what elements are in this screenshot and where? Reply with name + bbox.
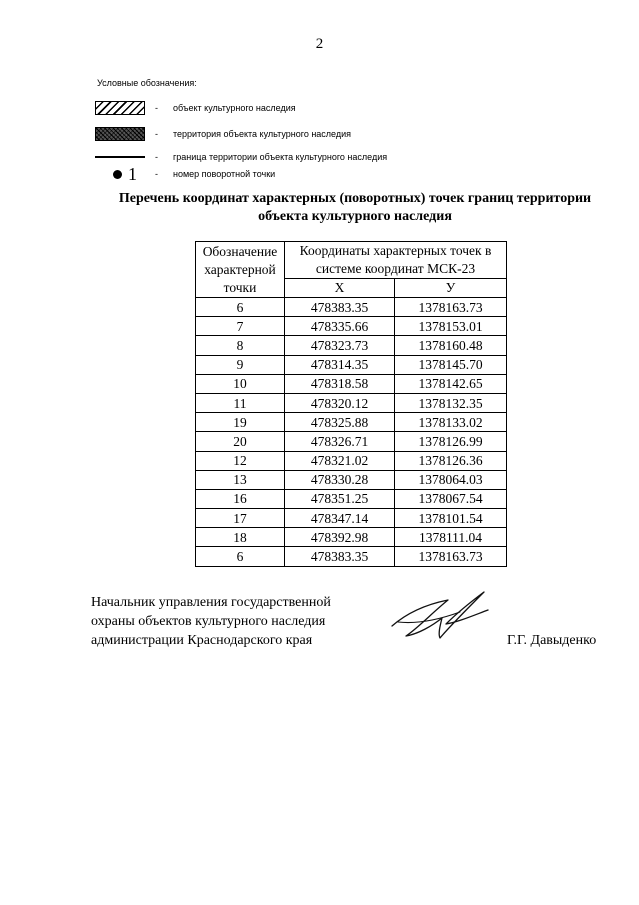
y-cell: 1378160.48 xyxy=(395,336,507,355)
x-cell: 478326.71 xyxy=(285,432,395,451)
table-row xyxy=(196,509,507,528)
legend-dash: - xyxy=(155,129,158,139)
x-cell: 478335.66 xyxy=(285,317,395,336)
header-x: X xyxy=(285,279,395,298)
point-cell: 8 xyxy=(196,336,285,355)
y-cell: 1378111.04 xyxy=(395,528,507,547)
x-cell: 478392.98 xyxy=(285,528,395,547)
x-cell: 478383.35 xyxy=(285,547,395,566)
legend-label: объект культурного наследия xyxy=(173,103,296,113)
point-cell: 16 xyxy=(196,489,285,508)
signatory-position xyxy=(91,593,331,650)
legend-dash: - xyxy=(155,169,158,179)
table-row xyxy=(196,547,507,566)
page-number: 2 xyxy=(315,36,324,52)
point-cell: 9 xyxy=(196,355,285,374)
legend-label: граница территории объекта культурного наследия xyxy=(173,152,388,162)
table-row xyxy=(196,355,507,374)
x-cell: 478321.02 xyxy=(285,451,395,470)
table-row xyxy=(196,451,507,470)
y-cell: 1378132.35 xyxy=(395,393,507,412)
legend-dash: - xyxy=(155,152,158,162)
x-cell: 478330.28 xyxy=(285,470,395,489)
y-cell: 1378101.54 xyxy=(395,509,507,528)
legend-item-heritage-territory xyxy=(95,127,515,143)
table-row xyxy=(196,317,507,336)
header-point-designation: Обозначение характерной точки xyxy=(196,242,285,298)
header-coordinates: Координаты характерных точек в системе координат МСК-23 xyxy=(285,242,507,279)
y-cell: 1378163.73 xyxy=(395,298,507,317)
point-cell: 11 xyxy=(196,393,285,412)
y-cell: 1378126.36 xyxy=(395,451,507,470)
table-row xyxy=(196,432,507,451)
point-cell: 6 xyxy=(196,298,285,317)
legend-title: Условные обозначения: xyxy=(97,78,197,88)
legend-label: номер поворотной точки xyxy=(173,169,276,179)
boundary-line-symbol xyxy=(95,150,145,158)
legend-item-territory-boundary xyxy=(95,150,515,166)
y-cell: 1378145.70 xyxy=(395,355,507,374)
position-line-2: охраны объектов культурного наследия xyxy=(91,614,326,629)
y-cell: 1378064.03 xyxy=(395,470,507,489)
point-cell: 10 xyxy=(196,374,285,393)
x-cell: 478347.14 xyxy=(285,509,395,528)
turning-point-symbol xyxy=(95,164,145,184)
point-cell: 17 xyxy=(196,509,285,528)
y-cell: 1378126.99 xyxy=(395,432,507,451)
x-cell: 478323.73 xyxy=(285,336,395,355)
handwritten-signature xyxy=(388,582,498,652)
legend-dash: - xyxy=(155,103,158,113)
point-cell: 6 xyxy=(196,547,285,566)
table-row xyxy=(196,393,507,412)
table-row xyxy=(196,413,507,432)
table-row xyxy=(196,489,507,508)
table-row xyxy=(196,528,507,547)
position-line-1: Начальник управления государственной xyxy=(91,595,331,610)
heading-line-1: Перечень координат характерных (поворотных) точек границ территории xyxy=(118,191,592,206)
y-cell: 1378142.65 xyxy=(395,374,507,393)
legend-item-turning-point xyxy=(95,164,515,184)
y-cell: 1378163.73 xyxy=(395,547,507,566)
point-cell: 19 xyxy=(196,413,285,432)
table-row xyxy=(196,470,507,489)
coordinates-table xyxy=(195,241,507,567)
point-cell: 12 xyxy=(196,451,285,470)
point-cell: 20 xyxy=(196,432,285,451)
point-dot-icon xyxy=(113,170,122,179)
table-row xyxy=(196,336,507,355)
legend-item-heritage-object xyxy=(95,101,515,117)
x-cell: 478351.25 xyxy=(285,489,395,508)
position-line-3: администрации Краснодарского края xyxy=(91,633,313,648)
point-cell: 7 xyxy=(196,317,285,336)
x-cell: 478383.35 xyxy=(285,298,395,317)
x-cell: 478320.12 xyxy=(285,393,395,412)
hatched-symbol xyxy=(95,101,145,115)
x-cell: 478318.58 xyxy=(285,374,395,393)
y-cell: 1378133.02 xyxy=(395,413,507,432)
x-cell: 478325.88 xyxy=(285,413,395,432)
y-cell: 1378067.54 xyxy=(395,489,507,508)
x-cell: 478314.35 xyxy=(285,355,395,374)
signatory-name: Г.Г. Давыденко xyxy=(507,633,597,648)
table-row xyxy=(196,374,507,393)
header-y: У xyxy=(395,279,507,298)
point-cell: 13 xyxy=(196,470,285,489)
legend-label: территория объекта культурного наследия xyxy=(173,129,352,139)
coordinates-list-heading xyxy=(90,190,620,226)
point-number: 1 xyxy=(128,164,137,184)
table-row xyxy=(196,298,507,317)
y-cell: 1378153.01 xyxy=(395,317,507,336)
dense-fill-symbol xyxy=(95,127,145,141)
point-cell: 18 xyxy=(196,528,285,547)
heading-line-2: объекта культурного наследия xyxy=(258,209,452,224)
